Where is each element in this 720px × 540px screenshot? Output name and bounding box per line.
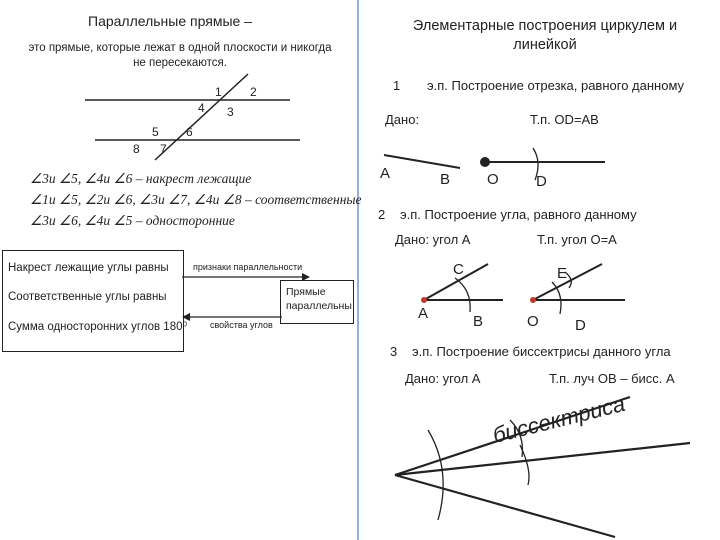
relation-co-interior: ∠3и ∠6, ∠4и ∠5 – односторонние xyxy=(30,213,235,228)
section-2-find: Т.п. угол О=А xyxy=(537,232,617,247)
label-d2: D xyxy=(575,317,586,334)
bisector-arc-lower xyxy=(520,445,529,485)
label-a: A xyxy=(380,165,391,182)
arrow-to-result-head xyxy=(302,273,310,281)
angle-number-4: 4 xyxy=(198,101,205,115)
label-c: C xyxy=(453,261,464,278)
bisector-arc-main xyxy=(428,430,443,520)
section-1-number: 1 xyxy=(393,78,401,93)
vertex-a xyxy=(421,297,427,303)
constructions-title-line-2: линейкой xyxy=(513,37,577,53)
section-1-find: Т.п. OD=AB xyxy=(530,112,599,127)
bisector-label: биссектриса xyxy=(490,390,628,448)
angle-number-5: 5 xyxy=(152,125,159,139)
angle-construction xyxy=(360,250,720,340)
result-line-1: Прямые xyxy=(286,286,326,298)
section-3-heading: э.п. Построение биссектрисы данного угла xyxy=(412,344,671,359)
flow-arrows xyxy=(0,0,358,360)
angle-number-2: 2 xyxy=(250,85,257,99)
label-o: O xyxy=(487,171,499,188)
point-o xyxy=(480,157,490,167)
label-b2: B xyxy=(473,313,484,330)
definition-line-2: не пересекаются. xyxy=(133,57,227,69)
section-2-given: Дано: угол А xyxy=(395,232,471,247)
label-e: E xyxy=(557,265,568,282)
angle-number-1: 1 xyxy=(215,85,222,99)
bisector-ray xyxy=(395,443,690,475)
vertex-o xyxy=(530,297,536,303)
section-2-number: 2 xyxy=(378,207,386,222)
angle-o-side-2 xyxy=(533,264,602,300)
relation-corresponding: ∠1и ∠5, ∠2и ∠6, ∠3и ∠7, ∠4и ∠8 – соответственные xyxy=(30,192,362,207)
angle-number-7: 7 xyxy=(160,142,167,156)
angle-a-arc xyxy=(455,278,470,312)
parallel-lines-title: Параллельные прямые – xyxy=(88,13,252,29)
segment-construction xyxy=(360,130,720,200)
section-2-heading: э.п. Построение угла, равного данному xyxy=(400,207,637,222)
angle-number-8: 8 xyxy=(133,142,140,156)
angle-ray-lower xyxy=(395,475,615,537)
section-1-given: Дано: xyxy=(385,112,420,127)
arrow-to-properties-head xyxy=(182,313,190,321)
constructions-title-line-1: Элементарные построения циркулем и xyxy=(412,18,678,34)
flow-item-co-interior: Сумма односторонних углов 180⁰ xyxy=(8,321,188,333)
angle-number-6: 6 xyxy=(186,125,193,139)
signs-label: признаки параллельности xyxy=(193,262,303,272)
label-d: D xyxy=(536,173,547,190)
result-line-2: параллельны xyxy=(286,300,352,312)
bisector-construction xyxy=(360,385,720,540)
label-a2: A xyxy=(418,305,429,322)
section-3-find: Т.п. луч ОВ – бисс. А xyxy=(549,371,675,386)
relation-alternate: ∠3и ∠5, ∠4и ∠6 – накрест лежащие xyxy=(30,171,252,186)
segment-ab xyxy=(384,155,460,168)
flow-item-corresponding: Соответственные углы равны xyxy=(8,291,167,303)
angle-number-3: 3 xyxy=(227,105,234,119)
definition-line-1: это прямые, которые лежат в одной плоскости и никогда xyxy=(28,42,332,54)
properties-label: свойства углов xyxy=(210,320,273,330)
label-o2: O xyxy=(527,313,539,330)
label-b: B xyxy=(440,171,451,188)
flow-item-alternate: Накрест лежащие углы равны xyxy=(8,262,169,274)
section-3-given: Дано: угол А xyxy=(405,371,481,386)
section-1-heading: э.п. Построение отрезка, равного данному xyxy=(427,78,685,93)
section-3-number: 3 xyxy=(390,344,398,359)
